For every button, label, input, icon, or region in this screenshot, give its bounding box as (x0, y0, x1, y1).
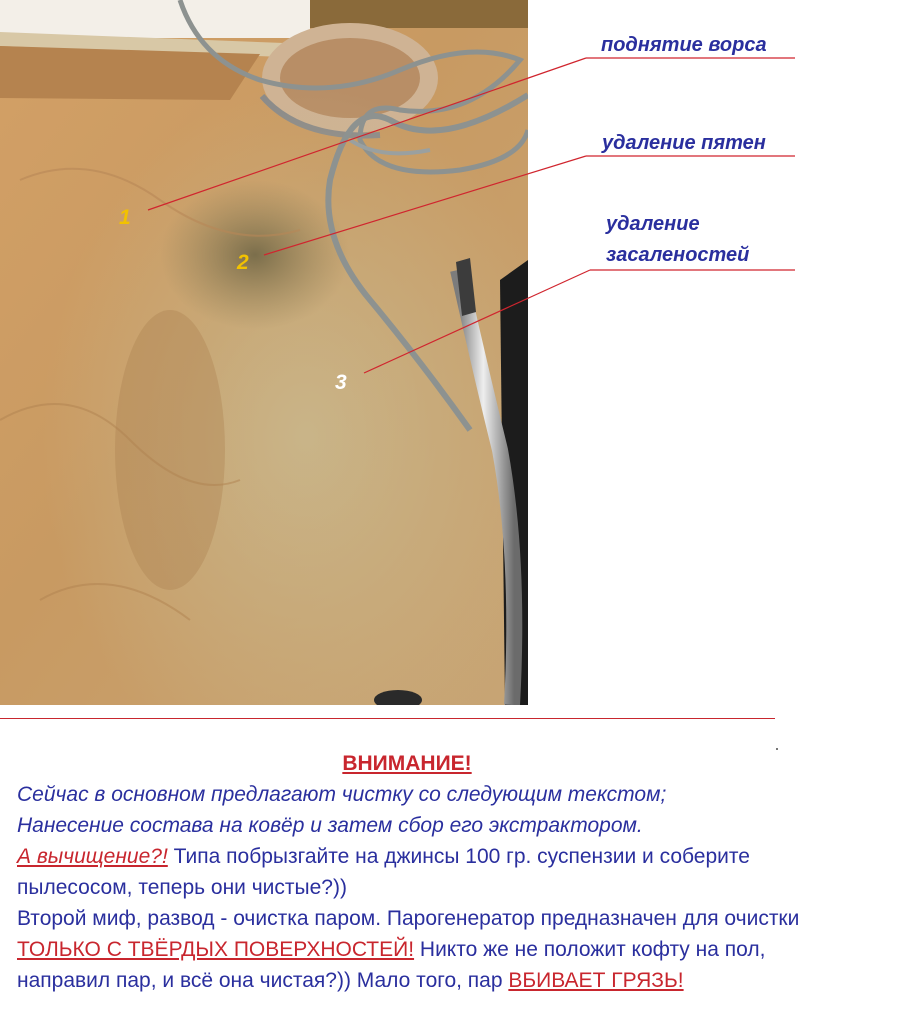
notice-line-6-red: ТОЛЬКО С ТВЁРДЫХ ПОВЕРХНОСТЕЙ! (17, 938, 415, 961)
callout-label-2: удаление пятен (602, 132, 766, 154)
notice-line-7-start: направил пар, и всё она чистая?)) Мало того, пар (17, 969, 509, 992)
callout-number-1: 1 (119, 206, 131, 229)
notice-line-5: Второй миф, развод - очистка паром. Парогенератор предназначен для очистки (17, 907, 800, 930)
callout-number-3: 3 (335, 371, 347, 394)
carpet-photo (0, 0, 528, 705)
notice-line-6 (17, 934, 922, 965)
notice-line-4: пылесосом, теперь они чистые?)) (17, 876, 347, 899)
callout-number-2: 2 (237, 251, 249, 274)
notice-line-3 (17, 841, 922, 872)
notice-title: ВНИМАНИЕ! (342, 752, 472, 775)
notice-line-2: Нанесение состава на ковёр и затем сбор его экстрактором. (17, 814, 643, 837)
carpet-photo-drawing (0, 0, 528, 705)
notice-block (17, 748, 922, 996)
notice-line-7-red: ВБИВАЕТ ГРЯЗЬ! (508, 969, 684, 992)
notice-line-6-rest: Никто же не положит кофту на пол, (414, 938, 766, 961)
notice-line-7 (17, 965, 922, 996)
notice-line-3-rest: Типа побрызгайте на джинсы 100 гр. суспензии и соберите (167, 845, 750, 868)
notice-line-3-red: А вычищение?! (17, 845, 168, 868)
divider-line (0, 718, 775, 719)
callout-label-3-line2: засаленостей (606, 244, 750, 266)
callout-label-1: поднятие ворса (601, 34, 767, 56)
notice-line-1: Сейчас в основном предлагают чистку со следующим текстом; (17, 783, 667, 806)
callout-label-3-line1: удаление (606, 213, 700, 235)
